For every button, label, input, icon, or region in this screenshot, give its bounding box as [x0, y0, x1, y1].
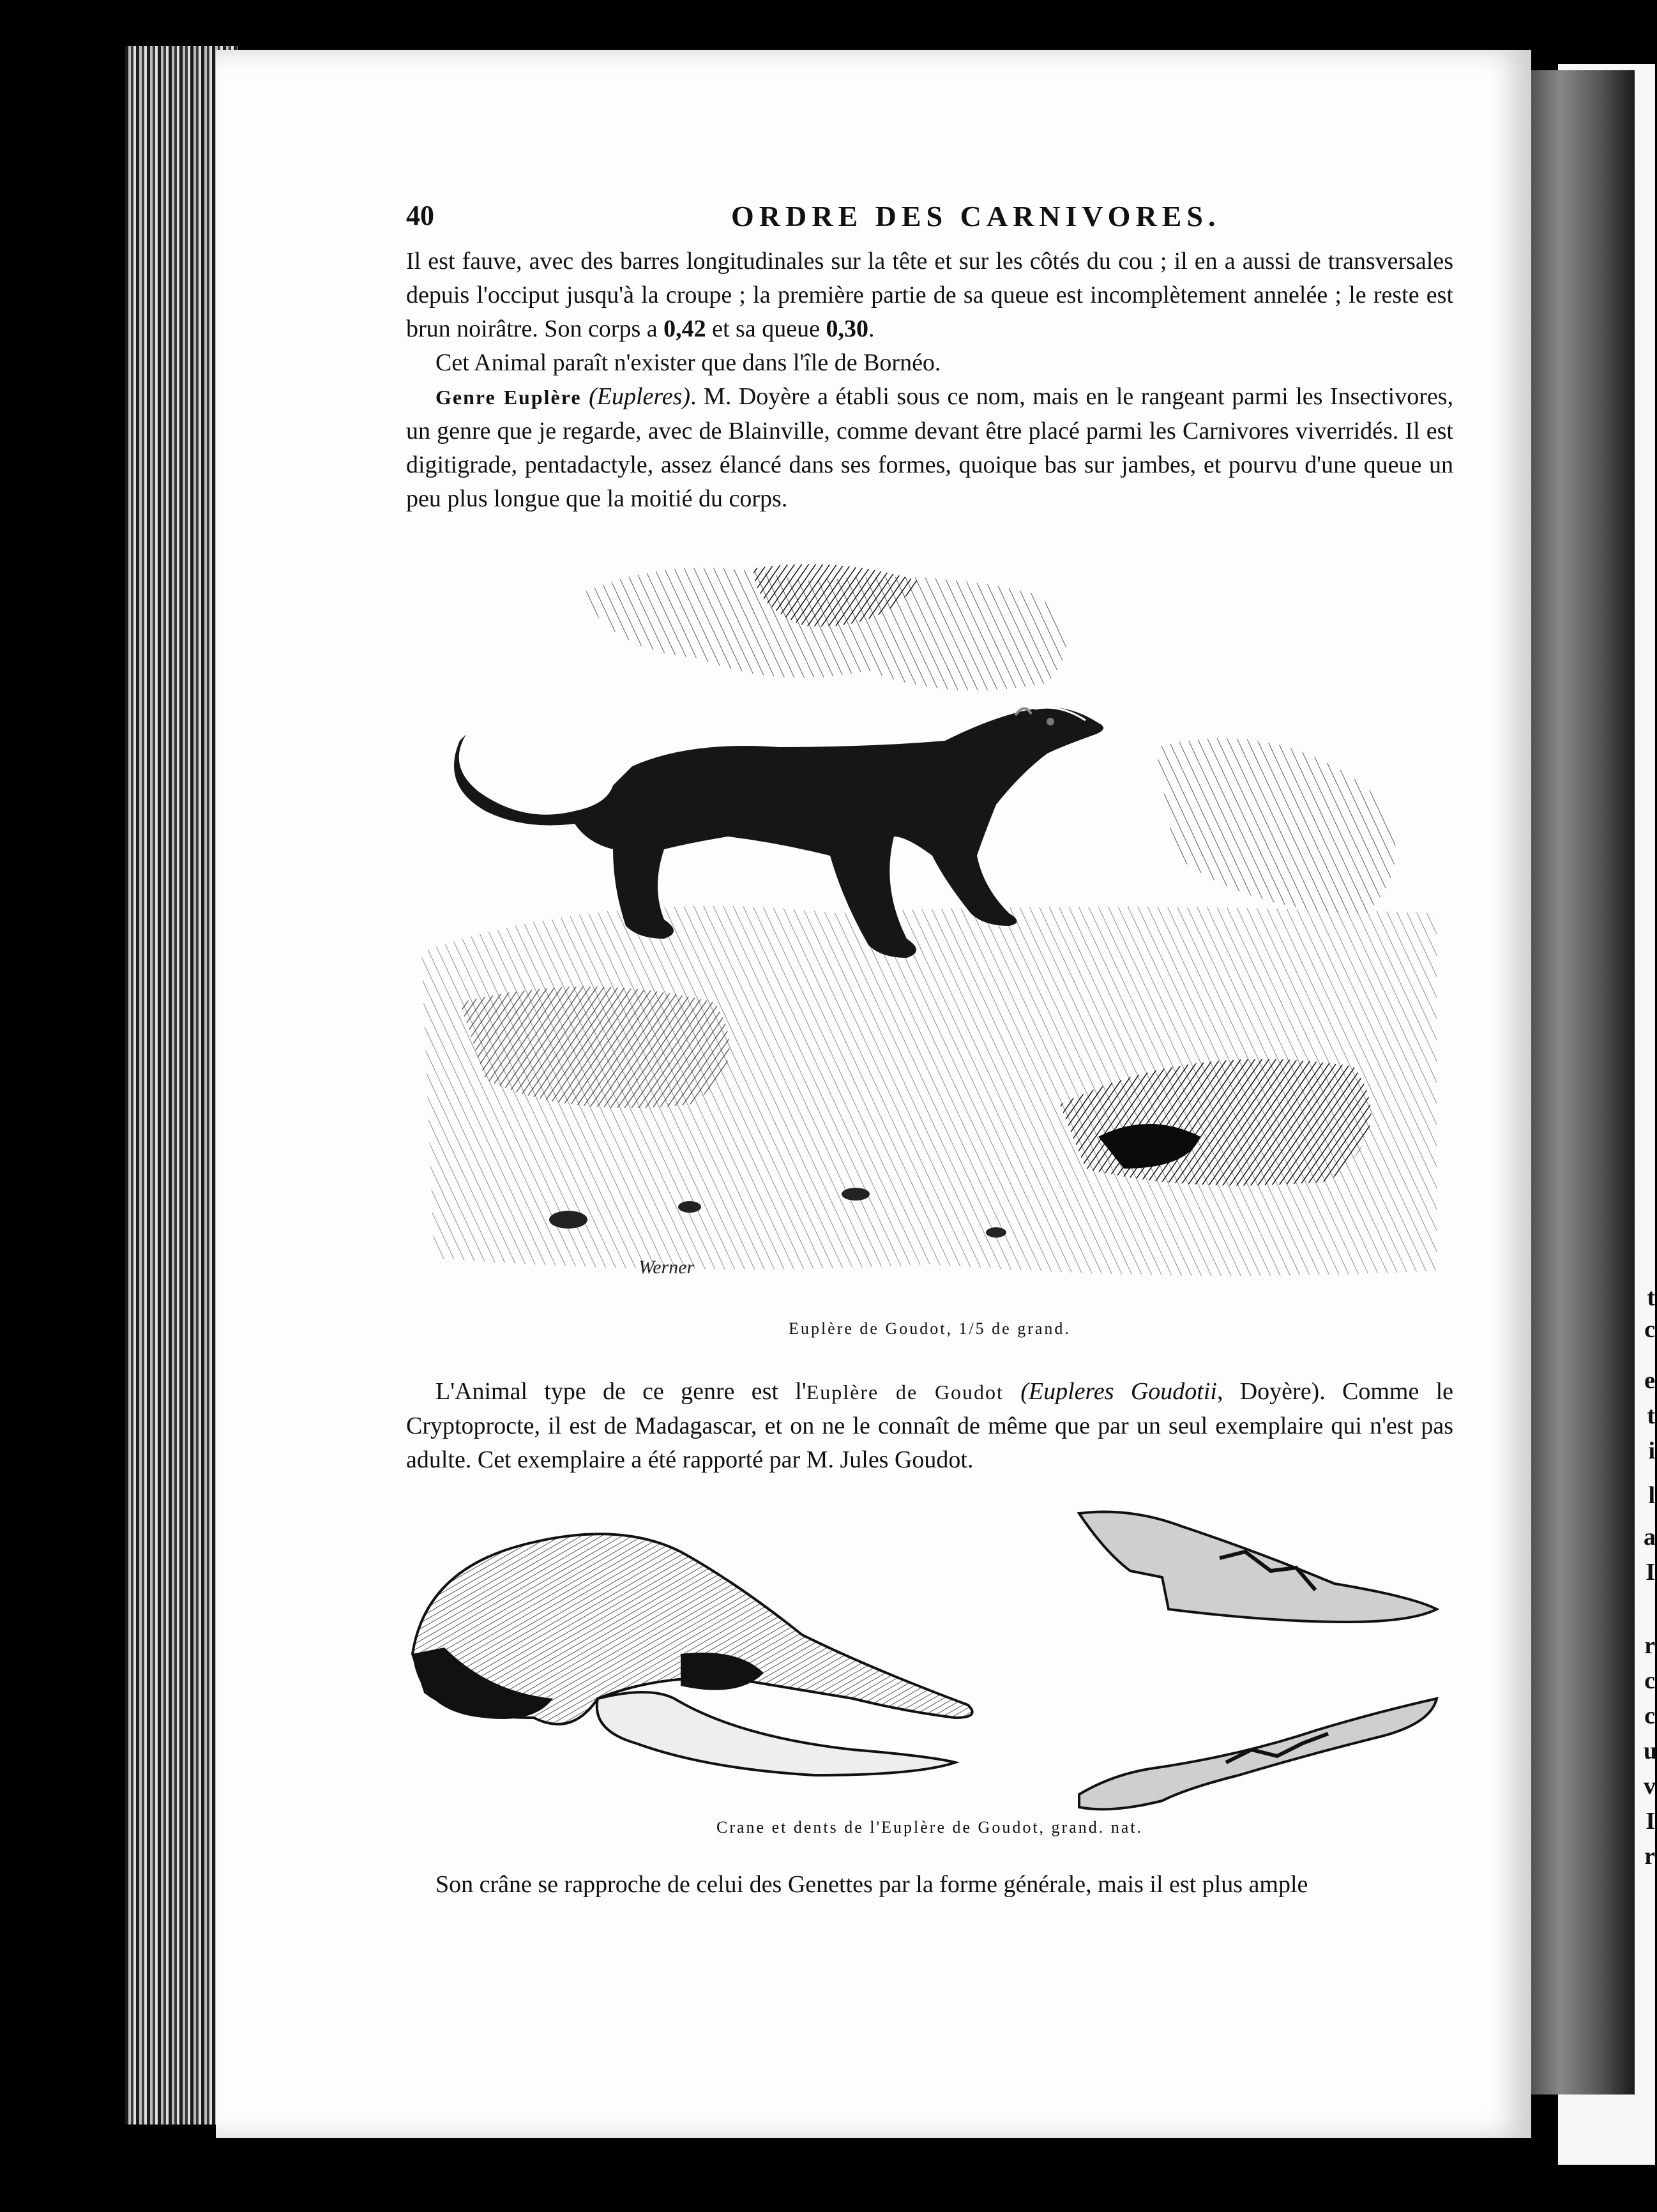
paragraph-text: L'Animal type de ce genre est l'	[435, 1378, 806, 1405]
bleed-letter: r	[1644, 1843, 1655, 1870]
bleed-letter: I	[1646, 1808, 1655, 1835]
body-measure: 0,42	[663, 315, 706, 342]
bleed-letter: a	[1644, 1524, 1656, 1550]
paragraph-type-species	[406, 1375, 1453, 1477]
paragraph-bornean-animal	[406, 245, 1453, 346]
species-name: Euplère de Goudot	[806, 1381, 1004, 1404]
bleed-letter: e	[1644, 1367, 1655, 1394]
page-number: 40	[406, 200, 434, 231]
tail-measure: 0,30	[826, 315, 868, 342]
text-block-intro	[406, 245, 1453, 516]
paragraph-text: . M. Doyère a établi sous ce nom, mais en le rangeant parmi les Insectivores, un genre que je regarde, avec de Blainville, comme devant être placé parmi les Carnivores viverridés. Il est digitigrade, pentadactyle, assez élancé dans ses formes, quoique bas sur jambes, et pourvu d'une queue un peu plus longue que la moitié du corps.	[406, 383, 1454, 512]
paragraph-habitat: Cet Animal paraît n'exister que dans l'île de Bornéo.	[435, 349, 941, 376]
bleed-letter: c	[1644, 1702, 1655, 1729]
stone	[678, 1201, 701, 1213]
animal-eye	[1047, 718, 1054, 725]
stone	[986, 1227, 1006, 1238]
upper-jaw-bone	[1079, 1512, 1437, 1623]
stone	[549, 1211, 587, 1229]
bleed-letter: v	[1644, 1773, 1656, 1799]
paragraph-genre-euplere	[406, 380, 1453, 516]
species-latin: (Eupleres Goudotii	[1020, 1378, 1217, 1405]
paragraph-text: Comme le Cryptoprocte, il est de Madagascar, et on ne le connaît de même que par un seul exemplaire qui n'est pas adulte. Cet exemplaire a été rapporté par M. Jules Goudot.	[406, 1378, 1454, 1473]
bleed-letter: l	[1648, 1482, 1655, 1509]
lower-jaw-engraving	[1073, 1667, 1443, 1814]
figure-caption-skull: Crane et dents de l'Euplère de Goudot, grand. nat.	[716, 1818, 1144, 1837]
figure-caption-euplere: Euplère de Goudot, 1/5 de grand.	[789, 1319, 1071, 1338]
genre-latin: (Eupleres)	[589, 383, 691, 410]
gutter-shadow	[1520, 70, 1635, 2095]
bleed-letter: r	[1644, 1632, 1655, 1659]
lower-jaw-bone	[1079, 1699, 1437, 1809]
grass-right	[1156, 738, 1396, 913]
bleed-letter: t	[1647, 1284, 1655, 1311]
bleed-letter: i	[1648, 1437, 1655, 1464]
bleed-letter: u	[1644, 1738, 1657, 1764]
upper-jaw-engraving	[1079, 1501, 1443, 1648]
engraver-signature: Werner	[639, 1257, 695, 1278]
euplere-engraving	[421, 556, 1437, 1296]
running-title: ORDRE DES CARNIVORES.	[731, 200, 1221, 232]
bleed-letter: c	[1644, 1316, 1655, 1343]
stone	[842, 1188, 870, 1201]
paragraph-text: Il est fauve, avec des barres longitudinales sur la tête et sur les côtés du cou ; il en a aussi de transversales depuis l'occiput jusqu'à la croupe ; la première partie de sa queue est incomplètement annelée ; le reste est brun noirâtre. Son corps a	[406, 248, 1453, 342]
paragraph-text: .	[868, 315, 875, 342]
genre-heading: Genre Euplère	[435, 386, 582, 409]
paragraph-text: et sa queue	[706, 315, 826, 342]
bleed-letter: c	[1644, 1667, 1655, 1694]
bleed-letter: I	[1646, 1559, 1655, 1586]
paragraph-skull: Son crâne se rapproche de celui des Genettes par la forme générale, mais il est plus ample	[435, 1871, 1308, 1898]
species-author: , Doyère).	[1216, 1378, 1326, 1405]
bleed-letter: t	[1647, 1402, 1655, 1429]
